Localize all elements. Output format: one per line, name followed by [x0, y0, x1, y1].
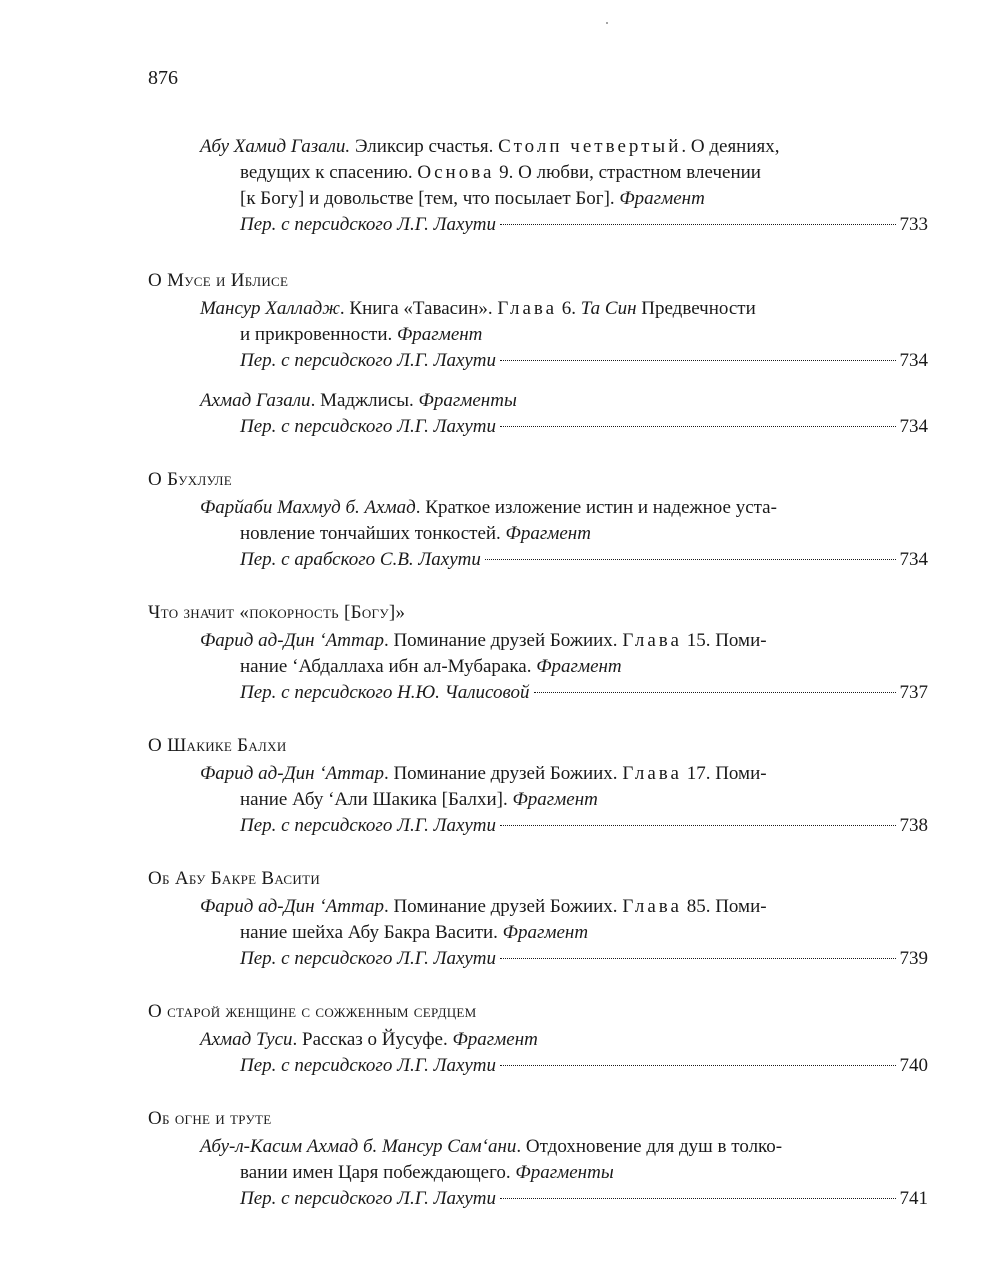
scan-speck — [606, 22, 608, 24]
section-heading: О старой женщине с сожженным сердцем — [148, 1001, 477, 1022]
toc-entry[interactable] — [148, 296, 928, 374]
entry-author: Мансур Халладж — [200, 298, 340, 319]
entry-translator: Пер. с персидского Л.Г. Лахути — [240, 214, 497, 235]
entry-spaced-text: Глава — [622, 630, 682, 651]
entry-continuation — [200, 186, 856, 212]
entry-page-number: 734 — [899, 549, 928, 570]
entry-text: вании имен Царя побеждающего. — [240, 1162, 516, 1183]
entry-text: 6. — [557, 298, 581, 319]
dot-leader — [500, 1065, 895, 1066]
toc-section — [148, 600, 928, 706]
dot-leader — [500, 825, 895, 826]
toc-entry[interactable] — [148, 1134, 928, 1212]
dot-leader — [500, 1198, 895, 1199]
entry-translator: Пер. с персидского Л.Г. Лахути — [240, 1188, 497, 1209]
entry-text: . Поминание друзей Божиих. — [383, 763, 623, 784]
entry-text: . Книга «Тавасин». — [339, 298, 498, 319]
entry-page-number: 739 — [899, 948, 928, 969]
page-number: 876 — [148, 67, 178, 89]
entry-translation-line — [148, 1053, 928, 1079]
entry-page-number: 741 — [899, 1188, 928, 1209]
entry-text: нание Абу ʻАли Шакика [Балхи]. — [240, 789, 513, 810]
toc-section — [148, 999, 928, 1079]
toc-section-continued — [148, 134, 928, 238]
entry-author: Ахмад Туси — [200, 1029, 293, 1050]
entry-author: Фарйаби Махмуд б. Ахмад — [200, 497, 416, 518]
entry-translation-line — [148, 414, 928, 440]
dot-leader — [534, 692, 896, 693]
dot-leader — [500, 360, 895, 361]
entry-page-number: 737 — [899, 682, 928, 703]
entry-text: . Отдохновение для душ в толко- — [516, 1136, 783, 1157]
entry-fragment-label: Фрагмент — [619, 188, 705, 209]
toc-entry[interactable] — [148, 495, 928, 573]
entry-spaced-text: Глава — [497, 298, 558, 319]
entry-title — [148, 1134, 856, 1186]
toc-entry[interactable] — [148, 761, 928, 839]
table-of-contents — [148, 134, 928, 1239]
entry-spaced-text: Глава — [622, 763, 682, 784]
entry-title — [148, 1027, 856, 1053]
entry-translation-line — [148, 1186, 928, 1212]
entry-author: Фарид ад-Дин ʻАттар — [200, 896, 384, 917]
entry-author: Фарид ад-Дин ʻАттар — [200, 763, 384, 784]
section-heading: О Бухлуле — [148, 469, 232, 490]
section-heading: О Шакике Балхи — [148, 735, 287, 756]
toc-section — [148, 733, 928, 839]
toc-section — [148, 467, 928, 573]
entry-page-number: 733 — [899, 214, 928, 235]
entry-translator: Пер. с персидского Л.Г. Лахути — [240, 416, 497, 437]
entry-spaced-text: Основа — [417, 162, 495, 183]
entry-continuation — [200, 920, 856, 946]
entry-page-number: 734 — [899, 416, 928, 437]
toc-entry[interactable] — [148, 1027, 928, 1079]
entry-spaced-text: Столп четвертый — [498, 136, 682, 157]
entry-author: Абу-л-Касим Ахмад б. Мансур Самʻани — [200, 1136, 517, 1157]
toc-section — [148, 268, 928, 440]
entry-translation-line — [148, 212, 928, 238]
entry-translation-line — [148, 946, 928, 972]
entry-title — [148, 388, 856, 414]
entry-text: . Поминание друзей Божиих. — [383, 630, 623, 651]
dot-leader — [500, 224, 895, 225]
entry-spaced-text: Глава — [622, 896, 682, 917]
entry-text: ведущих к спасению. — [240, 162, 418, 183]
toc-section — [148, 866, 928, 972]
entry-title — [148, 296, 856, 348]
toc-entry[interactable] — [148, 134, 928, 238]
entry-title — [148, 134, 856, 212]
entry-translator: Пер. с персидского Л.Г. Лахути — [240, 1055, 497, 1076]
entry-translation-line — [148, 813, 928, 839]
entry-continuation — [200, 654, 856, 680]
entry-author: Ахмад Газали — [200, 390, 311, 411]
entry-author: Абу Хамид Газали. — [200, 136, 351, 157]
entry-title — [148, 761, 856, 813]
entry-text: нание шейха Абу Бакра Васити. — [240, 922, 503, 943]
entry-continuation — [200, 521, 856, 547]
section-heading: Что значит «покорность [Богу]» — [148, 602, 406, 623]
toc-section — [148, 1106, 928, 1212]
entry-text: нание ʻАбдаллаха ибн ал-Мубарака. — [240, 656, 537, 677]
entry-fragment-label: Фрагмент — [452, 1029, 538, 1050]
entry-fragment-label: Фрагмент — [502, 922, 589, 943]
entry-translation-line — [148, 680, 928, 706]
entry-text: 15. Поми- — [681, 630, 767, 651]
entry-text: . Рассказ о Йусуфе. — [292, 1029, 453, 1050]
entry-text: новление тончайших тонкостей. — [240, 523, 506, 544]
entry-text: 85. Поми- — [681, 896, 767, 917]
entry-text: Эликсир счастья. — [350, 136, 499, 157]
section-heading: Об огне и труте — [148, 1108, 272, 1129]
entry-continuation — [200, 322, 856, 348]
dot-leader — [500, 958, 895, 959]
entry-page-number: 740 — [899, 1055, 928, 1076]
toc-entry[interactable] — [148, 894, 928, 972]
entry-fragment-label: Фрагменты — [515, 1162, 614, 1183]
entry-fragment-label: Фрагмент — [505, 523, 591, 544]
entry-continuation — [200, 787, 856, 813]
entry-fragment-label: Фрагменты — [418, 390, 517, 411]
entry-title — [148, 628, 856, 680]
entry-text: 17. Поми- — [681, 763, 767, 784]
dot-leader — [500, 426, 895, 427]
entry-text: и прикровенности. — [240, 324, 397, 345]
entry-fragment-label: Фрагмент — [397, 324, 483, 345]
entry-page-number: 734 — [899, 350, 928, 371]
entry-text: 9. О любви, страстном влечении — [494, 162, 761, 183]
entry-translator: Пер. с персидского Л.Г. Лахути — [240, 350, 497, 371]
entry-fragment-label: Фрагмент — [512, 789, 598, 810]
dot-leader — [485, 559, 896, 560]
entry-italic-text: Та Син — [580, 298, 637, 319]
entry-continuation — [200, 160, 856, 186]
entry-text: Предвечности — [636, 298, 756, 319]
entry-translator: Пер. с персидского Л.Г. Лахути — [240, 948, 497, 969]
entry-author: Фарид ад-Дин ʻАттар — [200, 630, 384, 651]
entry-continuation — [200, 1160, 856, 1186]
entry-translator: Пер. с арабского С.В. Лахути — [240, 549, 481, 570]
entry-text: . Поминание друзей Божиих. — [383, 896, 623, 917]
entry-text: . О деяниях, — [681, 136, 780, 157]
entry-text: [к Богу] и довольстве [тем, что посылает Бог]. — [240, 188, 620, 209]
entry-text: . Маджлисы. — [310, 390, 419, 411]
entry-text: . Краткое изложение истин и надежное уста- — [415, 497, 777, 518]
entry-translation-line — [148, 547, 928, 573]
toc-entry[interactable] — [148, 388, 928, 440]
entry-title — [148, 495, 856, 547]
entry-translation-line — [148, 348, 928, 374]
entry-translator: Пер. с персидского Л.Г. Лахути — [240, 815, 497, 836]
section-heading: Об Абу Бакре Васити — [148, 868, 321, 889]
entry-translator: Пер. с персидского Н.Ю. Чалисовой — [240, 682, 530, 703]
toc-entry[interactable] — [148, 628, 928, 706]
entry-title — [148, 894, 856, 946]
entry-page-number: 738 — [899, 815, 928, 836]
entry-fragment-label: Фрагмент — [536, 656, 622, 677]
section-heading: О Мусе и Иблисе — [148, 270, 289, 291]
